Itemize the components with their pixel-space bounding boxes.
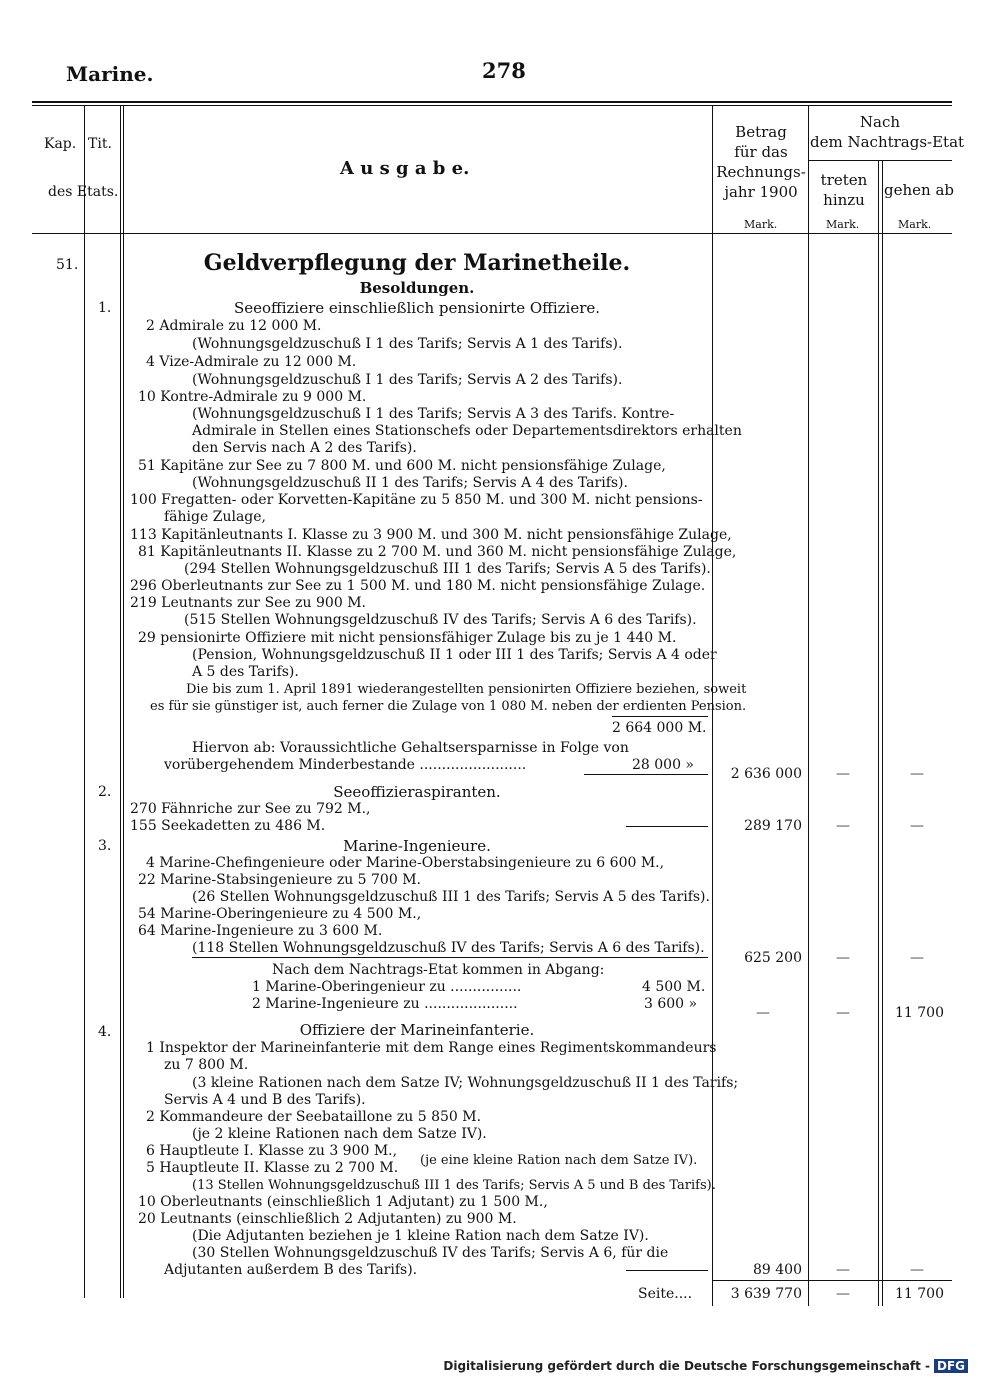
head-betrag-3: Rechnungs-: [716, 163, 806, 181]
head-mark-treten: Mark.: [826, 218, 860, 231]
head-mark-gehen: Mark.: [898, 218, 932, 231]
text-line: (515 Stellen Wohnungsgeldzuschuß IV des Tarifs; Servis A 6 des Tarifs).: [184, 612, 697, 628]
nach-sub-rule: [808, 160, 952, 161]
text-line: den Servis nach A 2 des Tarifs).: [192, 440, 417, 456]
text-line: (118 Stellen Wohnungsgeldzuschuß IV des Tarifs; Servis A 6 des Tarifs).: [192, 940, 705, 956]
text-line: Die bis zum 1. April 1891 wiederangestellten pensionirten Offiziere beziehen, soweit: [186, 682, 747, 697]
text-line: 29 pensionirte Offiziere mit nicht pensionsfähiger Zulage bis zu je 1 440 M.: [138, 630, 677, 646]
dash-gehen-1: —: [910, 766, 924, 782]
text-line: 4 Vize-Admirale zu 12 000 M.: [146, 354, 357, 370]
text-line: 2 Kommandeure der Seebataillone zu 5 850 M.: [146, 1109, 482, 1125]
amount-4: 89 400: [753, 1262, 802, 1278]
text-line: zu 7 800 M.: [164, 1057, 249, 1073]
head-ausgabe: A u s g a b e.: [340, 158, 470, 179]
head-kap: Kap.: [44, 136, 77, 152]
col-divider-kap: [84, 106, 85, 1298]
text-line: (je 2 kleine Rationen nach dem Satze IV).: [192, 1126, 487, 1142]
col-divider-tit: [120, 106, 121, 1298]
text-line: Servis A 4 und B des Tarifs).: [164, 1092, 366, 1108]
head-betrag-1: Betrag: [735, 123, 787, 141]
text-line: 20 Leutnants (einschließlich 2 Adjutanten) zu 900 M.: [138, 1211, 517, 1227]
head-treten-1: treten: [820, 171, 868, 189]
text-line: (Wohnungsgeldzuschuß I 1 des Tarifs; Servis A 2 des Tarifs).: [192, 372, 623, 388]
dash-treten-abgang: —: [836, 1005, 850, 1021]
text-line: (Wohnungsgeldzuschuß II 1 des Tarifs; Servis A 4 des Tarifs).: [192, 475, 628, 491]
amount-1: 2 636 000: [730, 766, 802, 782]
tit-4: 4.: [98, 1024, 112, 1040]
text-line: (Wohnungsgeldzuschuß I 1 des Tarifs; Servis A 1 des Tarifs).: [192, 336, 623, 352]
text-line: 296 Oberleutnants zur See zu 1 500 M. und 180 M. nicht pensionsfähige Zulage.: [130, 578, 706, 594]
subtitle: Besoldungen.: [359, 279, 475, 297]
heading-2: Seeoffizieraspiranten.: [333, 783, 501, 801]
dash-treten-2: —: [836, 818, 850, 834]
totals-rule: [712, 1280, 952, 1281]
amount-gehen-3: 11 700: [895, 1005, 944, 1021]
text-line: 54 Marine-Oberingenieure zu 4 500 M.,: [138, 906, 422, 922]
text-line: 4 500 M.: [642, 979, 706, 995]
head-betrag-4: jahr 1900: [724, 183, 798, 201]
tit-3: 3.: [98, 838, 112, 854]
dash-treten-3: —: [836, 950, 850, 966]
deduction-value: 28 000 »: [632, 757, 695, 773]
dfg-logo: DFG: [934, 1359, 968, 1373]
head-nach-1: Nach: [859, 113, 901, 131]
section3-rule: [192, 957, 708, 958]
text-line: 64 Marine-Ingenieure zu 3 600 M.: [138, 923, 383, 939]
text-line: 6 Hauptleute I. Klasse zu 3 900 M.,: [146, 1143, 398, 1159]
text-line: 270 Fähnriche zur See zu 792 M.,: [130, 801, 371, 817]
text-line: Admirale in Stellen eines Stationschefs oder Departementsdirektors erhalten: [192, 423, 742, 439]
dash-gehen-4: —: [910, 1262, 924, 1278]
col-divider-treten: [878, 161, 879, 1306]
subtotal-value: 2 664 000 M.: [612, 720, 707, 736]
page-total-gehen: 11 700: [895, 1286, 944, 1302]
head-nach-2: dem Nachtrags-Etat: [810, 133, 965, 151]
heading-1: Seeoffiziere einschließlich pensionirte Offiziere.: [233, 299, 601, 317]
amount-2: 289 170: [744, 818, 802, 834]
col-divider-gehen: [882, 161, 883, 1306]
text-line: 1 Marine-Oberingenieur zu ................: [252, 979, 522, 995]
text-line: (3 kleine Rationen nach dem Satze IV; Wohnungsgeldzuschuß II 1 des Tarifs;: [192, 1075, 739, 1091]
dash-gehen-2: —: [910, 818, 924, 834]
text-line: (13 Stellen Wohnungsgeldzuschuß III 1 des Tarifs; Servis A 5 und B des Tarifs).: [192, 1178, 716, 1193]
dash-treten-1: —: [836, 766, 850, 782]
text-line: 4 Marine-Chefingenieure oder Marine-Oberstabsingenieure zu 6 600 M.,: [146, 855, 665, 871]
text-line: vorübergehendem Minderbestande ........................: [164, 757, 527, 773]
deduction-rule: [584, 774, 708, 775]
text-line: 3 600 »: [644, 996, 698, 1012]
brace-text: (je eine kleine Ration nach dem Satze IV).: [420, 1153, 698, 1168]
footer-text: Digitalisierung gefördert durch die Deutsche Forschungsgemeinschaft -: [443, 1359, 930, 1373]
text-line: Nach dem Nachtrags-Etat kommen in Abgang:: [272, 962, 605, 978]
text-line: 10 Kontre-Admirale zu 9 000 M.: [138, 389, 367, 405]
top-double-rule-2: [32, 105, 952, 106]
page-number: 278: [482, 58, 526, 83]
text-line: 22 Marine-Stabsingenieure zu 5 700 M.: [138, 872, 421, 888]
text-line: 51 Kapitäne zur See zu 7 800 M. und 600 M. nicht pensionsfähige Zulage,: [138, 458, 666, 474]
head-mark-betrag: Mark.: [744, 218, 778, 231]
text-line: es für sie günstiger ist, auch ferner die Zulage von 1 080 M. neben der erdienten Pension.: [150, 699, 747, 714]
text-line: 219 Leutnants zur See zu 900 M.: [130, 595, 366, 611]
col-divider-nach: [808, 106, 809, 1306]
section2-rule: [626, 826, 708, 827]
heading-4: Offiziere der Marineinfanterie.: [299, 1021, 535, 1039]
text-line: Hiervon ab: Voraussichtliche Gehaltsersparnisse in Folge von: [192, 740, 629, 756]
page-total-treten: —: [836, 1286, 850, 1302]
head-tit: Tit.: [88, 136, 112, 152]
text-line: 5 Hauptleute II. Klasse zu 2 700 M.: [146, 1160, 399, 1176]
head-bottom-rule: [32, 233, 952, 234]
text-line: 1 Inspektor der Marineinfanterie mit dem Range eines Regimentskommandeurs: [146, 1040, 717, 1056]
text-line: Adjutanten außerdem B des Tarifs).: [164, 1262, 418, 1278]
head-gehen: gehen ab: [884, 181, 954, 199]
head-betrag-2: für das: [734, 143, 788, 161]
dash-gehen-3: —: [910, 950, 924, 966]
tit-1: 1.: [98, 300, 112, 316]
text-line: 155 Seekadetten zu 486 M.: [130, 818, 326, 834]
page-total-label: Seite....: [638, 1286, 693, 1302]
text-line: 100 Fregatten- oder Korvetten-Kapitäne zu 5 850 M. und 300 M. nicht pensions-: [130, 492, 703, 508]
text-line: A 5 des Tarifs).: [192, 664, 299, 680]
text-line: (30 Stellen Wohnungsgeldzuschuß IV des Tarifs; Servis A 6, für die: [192, 1245, 669, 1261]
top-double-rule-1: [32, 101, 952, 103]
page-total-betrag: 3 639 770: [730, 1286, 802, 1302]
main-title: Geldverpflegung der Marinetheile.: [203, 250, 631, 276]
kap-number: 51.: [56, 257, 79, 273]
text-line: (Die Adjutanten beziehen je 1 kleine Ration nach dem Satze IV).: [192, 1228, 649, 1244]
subtotal-rule: [612, 716, 708, 717]
text-line: (294 Stellen Wohnungsgeldzuschuß III 1 des Tarifs; Servis A 5 des Tarifs).: [184, 561, 711, 577]
text-line: 81 Kapitänleutnants II. Klasse zu 2 700 M. und 360 M. nicht pensionsfähige Zulage,: [138, 544, 737, 560]
dash-betrag-abgang: —: [756, 1005, 770, 1021]
text-line: (26 Stellen Wohnungsgeldzuschuß III 1 des Tarifs; Servis A 5 des Tarifs).: [192, 889, 710, 905]
section-header: Marine.: [66, 62, 154, 86]
tit-2: 2.: [98, 784, 112, 800]
text-line: (Pension, Wohnungsgeldzuschuß II 1 oder III 1 des Tarifs; Servis A 4 oder: [192, 647, 717, 663]
text-line: 113 Kapitänleutnants I. Klasse zu 3 900 M. und 300 M. nicht pensionsfähige Zulage,: [130, 527, 732, 543]
text-line: fähige Zulage,: [164, 509, 266, 525]
digitization-footer: [443, 1359, 968, 1373]
section4-rule: [626, 1270, 708, 1271]
text-line: 10 Oberleutnants (einschließlich 1 Adjutant) zu 1 500 M.,: [138, 1194, 548, 1210]
text-line: 2 Marine-Ingenieure zu .....................: [252, 996, 518, 1012]
amount-3: 625 200: [744, 950, 802, 966]
text-line: (Wohnungsgeldzuschuß I 1 des Tarifs; Servis A 3 des Tarifs. Kontre-: [192, 406, 675, 422]
head-des-etats: des Etats.: [48, 184, 119, 200]
text-line: 2 Admirale zu 12 000 M.: [146, 318, 322, 334]
heading-3: Marine-Ingenieure.: [343, 837, 491, 855]
dash-treten-4: —: [836, 1262, 850, 1278]
head-treten-2: hinzu: [823, 191, 865, 209]
